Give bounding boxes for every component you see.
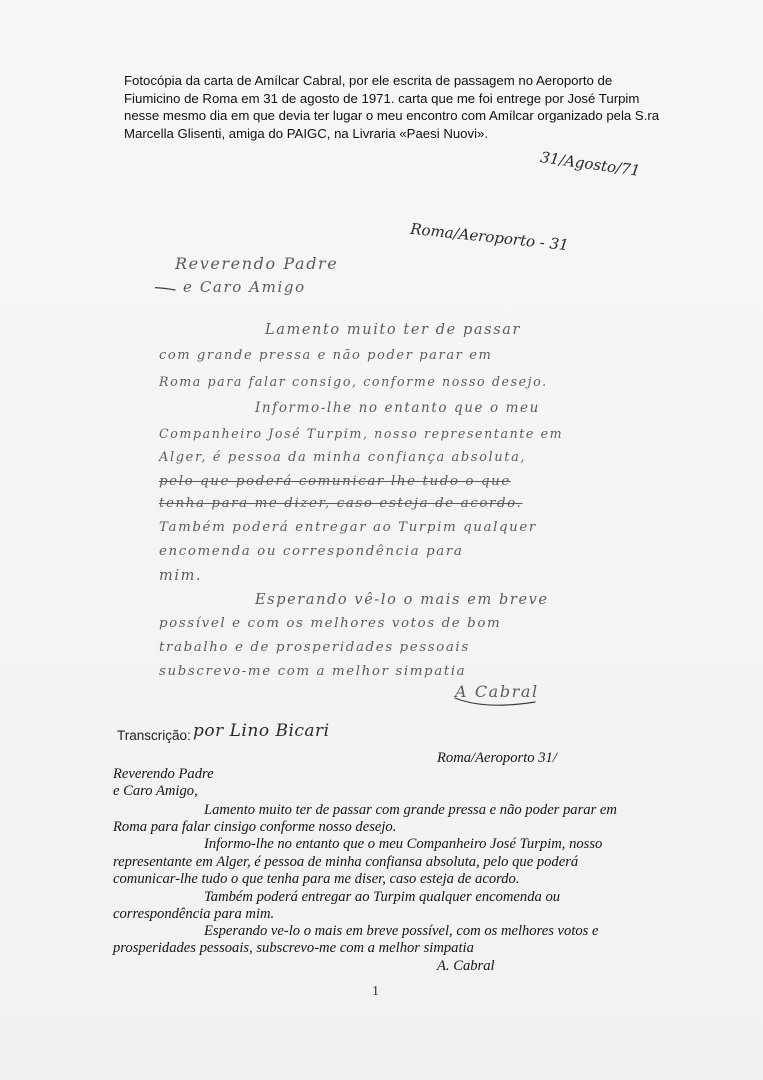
- transcription-author: por Lino Bicari: [193, 721, 330, 741]
- transcription-line: correspondência para mim.: [113, 906, 275, 922]
- handwritten-line: Reverendo Padre: [175, 254, 339, 273]
- transcription-line: comunicar-lhe tudo o que tenha para me diser, caso esteja de acordo.: [113, 871, 520, 887]
- handwritten-line: e Caro Amigo: [183, 278, 306, 296]
- handwritten-signature: A Cabral: [455, 682, 539, 701]
- transcription-line: representante em Alger, é pessoa de minha confiansa absoluta, pelo que poderá: [113, 854, 579, 870]
- handwritten-line: Alger, é pessoa da minha confiança absoluta,: [159, 450, 527, 465]
- transcription-line: e Caro Amigo,: [113, 783, 198, 799]
- handwritten-letter: [155, 250, 585, 720]
- transcription-place: Roma/Aeroporto 31/: [437, 750, 557, 766]
- handwritten-line: tenha para me dizer, caso esteja de acordo.: [159, 496, 523, 511]
- transcription-line: Também poderá entregar ao Turpim qualquer encomenda ou: [204, 889, 561, 905]
- transcription-line: Roma para falar cinsigo conforme nosso desejo.: [113, 819, 397, 835]
- header-line: Fiumicino de Roma em 31 de agosto de 1971. carta que me foi entrege por José Turpim: [124, 90, 640, 106]
- handwritten-line: subscrevo-me com a melhor simpatia: [159, 664, 467, 679]
- transcription-label: Transcrição:: [117, 728, 191, 743]
- transcription-line: Esperando ve-lo o mais em breve possível, com os melhores votos e: [204, 923, 599, 939]
- page-number: 1: [372, 984, 379, 999]
- handwritten-place-date: Roma/Aeroporto - 31: [409, 219, 570, 255]
- handwritten-line: pelo que poderá comunicar-lhe tudo o que: [159, 474, 511, 489]
- handwritten-line: Também poderá entregar ao Turpim qualquer: [159, 520, 537, 535]
- handwritten-line: mim.: [159, 568, 203, 584]
- handwritten-line: com grande pressa e não poder parar em: [159, 348, 493, 363]
- handwritten-date-note: 31/Agosto/71: [539, 148, 642, 180]
- handwritten-line: trabalho e de prosperidades pessoais: [159, 640, 470, 655]
- handwritten-line: encomenda ou correspondência para: [159, 544, 464, 559]
- handwritten-line: Esperando vê-lo o mais em breve: [255, 592, 549, 608]
- transcription-line: Reverendo Padre: [113, 766, 214, 782]
- header-line: nesse mesmo dia em que devia ter lugar o meu encontro com Amílcar organizado pela S.ra: [124, 108, 660, 124]
- handwritten-line: Roma para falar consigo, conforme nosso desejo.: [159, 374, 548, 389]
- transcription-signature: A. Cabral: [437, 958, 495, 974]
- handwritten-line: possível e com os melhores votos de bom: [159, 616, 502, 631]
- transcription-line: Informo-lhe no entanto que o meu Companheiro José Turpim, nosso: [204, 836, 603, 852]
- header-line: Marcella Glisenti, amiga do PAIGC, na Livraria «Paesi Nuovi».: [124, 125, 489, 141]
- header-line: Fotocópia da carta de Amílcar Cabral, por ele escrita de passagem no Aeroporto de: [124, 73, 613, 88]
- transcription-line: prosperidades pessoais, subscrevo-me com a melhor simpatia: [113, 940, 474, 956]
- transcription-line: Lamento muito ter de passar com grande pressa e não poder parar em: [204, 802, 617, 818]
- header-note: [124, 72, 660, 142]
- handwritten-line: Informo-lhe no entanto que o meu: [255, 400, 540, 416]
- handwritten-line: Companheiro José Turpim, nosso representante em: [159, 426, 564, 441]
- handwritten-line: Lamento muito ter de passar: [265, 322, 522, 338]
